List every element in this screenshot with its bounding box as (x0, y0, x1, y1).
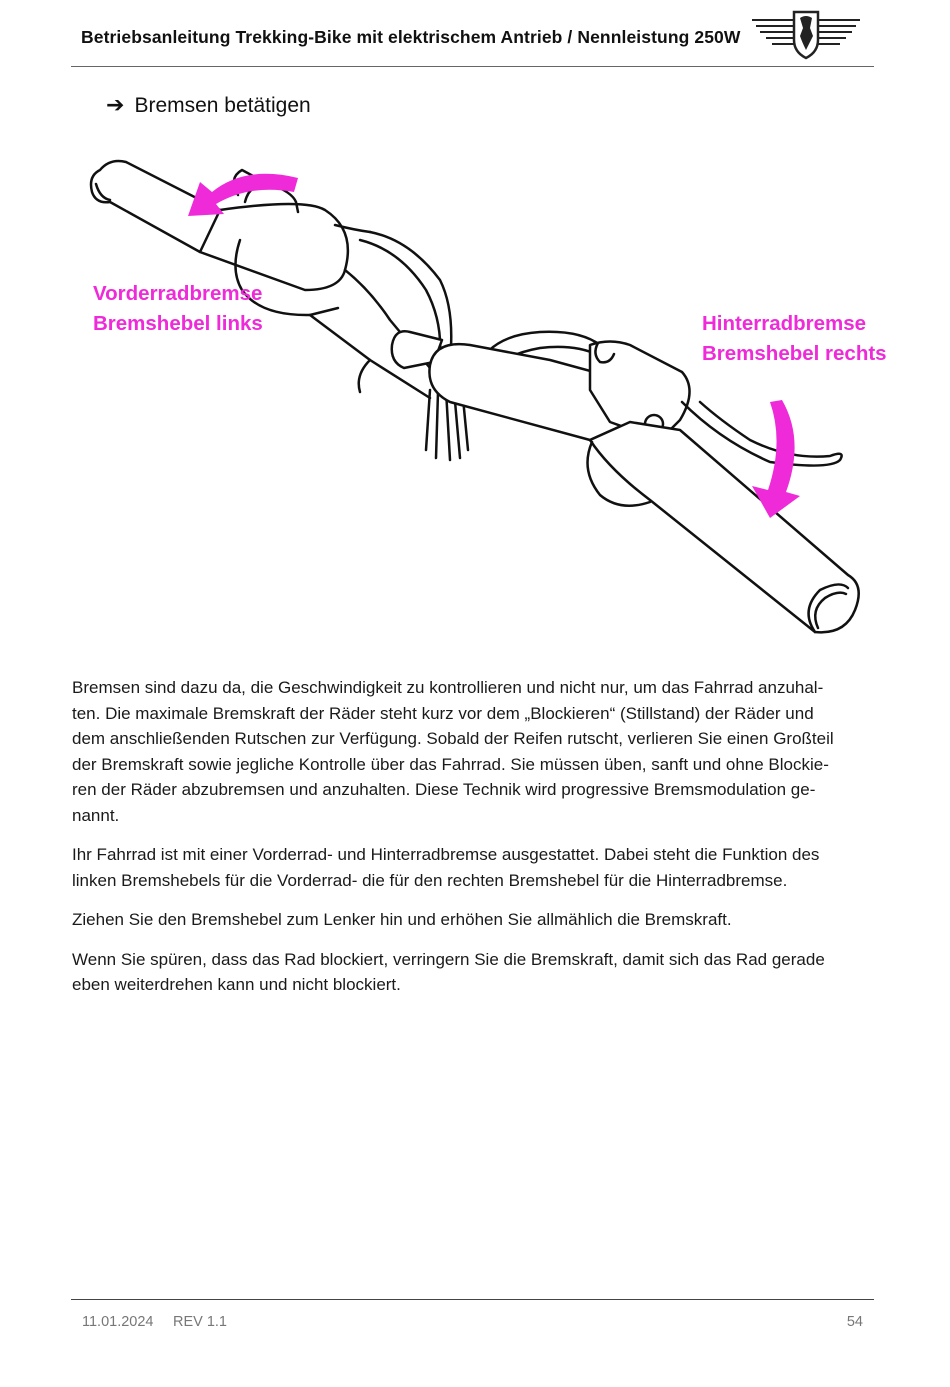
footer-revision: REV 1.1 (173, 1314, 227, 1330)
paragraph-brake-assignment: Ihr Fahrrad ist mit einer Vorderrad- und Hinterradbremse ausgestattet. Dabei steht die Funktion des linken Bremshebels für die Vorderrad- die für den rechten Bremshebel für die Hinterradbremse. (72, 845, 820, 890)
front-brake-label-line1: Vorderradbremse (93, 282, 263, 305)
rear-brake-label-line2: Bremshebel rechts (702, 342, 887, 365)
front-brake-label-line2: Bremshebel links (93, 312, 263, 335)
rear-brake-label (702, 309, 887, 369)
rear-brake-label-line1: Hinterradbremse (702, 312, 867, 335)
paragraph-braking-explanation: Bremsen sind dazu da, die Geschwindigkeit zu kontrollieren und nicht nur, um das Fahrrad anzuhal- ten. Die maximale Bremskraft der Räder steht kurz vor dem „Blockieren“ (Stillstand) der Räder und dem anschließenden Rutschen zur Verfügung. Sobald der Reifen rutscht, verlieren Sie einen Großteil der Bremskraft sowie jegliche Kontrolle über das Fahrrad. Sie müssen üben, sanft und ohne Blockie- ren der Räder abzubremsen und anzuhalten. Diese Technik wird progressive Bremsmodulation ge- nannt. (72, 678, 834, 825)
section-heading-text: Bremsen betätigen (134, 94, 311, 117)
handlebar-brake-illustration (70, 140, 880, 660)
front-brake-label (93, 279, 263, 339)
winged-emblem-logo (750, 6, 862, 60)
page-number: 54 (846, 1314, 863, 1330)
arrow-right-icon: ➔ (106, 92, 125, 117)
section-heading (106, 92, 311, 118)
paragraph-brake-instruction: Ziehen Sie den Bremshebel zum Lenker hin und erhöhen Sie allmählich die Bremskraft. (72, 910, 732, 929)
document-header-title: Betriebsanleitung Trekking-Bike mit elektrischem Antrieb / Nennleistung 250W (81, 27, 741, 47)
paragraph-lockup-advice: Wenn Sie spüren, dass das Rad blockiert, verringern Sie die Bremskraft, damit sich das Rad gerade eben weiterdrehen kann und nicht blockiert. (72, 949, 825, 994)
body-text (72, 675, 872, 1012)
footer-divider (71, 1299, 874, 1300)
footer-date: 11.01.2024 (82, 1314, 154, 1330)
header-divider (71, 66, 874, 67)
